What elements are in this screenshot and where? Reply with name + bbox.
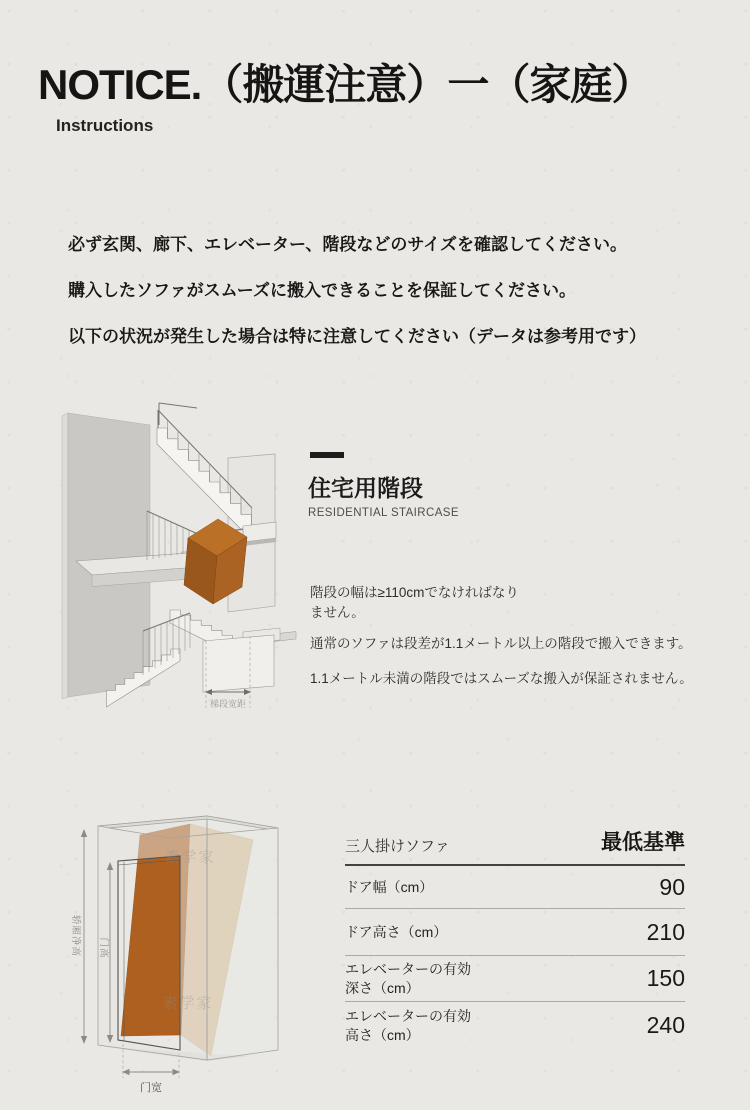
row-value: 240: [646, 1012, 685, 1038]
staircase-note: 1.1メートル未満の階段ではスムーズな搬入が保証されません。: [310, 670, 693, 686]
staircase-wall: [62, 413, 150, 699]
staircase-heading: 住宅用階段: [308, 475, 423, 501]
staircase-subheading: RESIDENTIAL STAIRCASE: [308, 507, 459, 519]
staircase-notes: [310, 583, 730, 688]
spec-table-header: [345, 826, 685, 866]
staircase-section-header: [308, 452, 728, 519]
watermark: 素学家: [162, 995, 214, 1012]
row-label: エレベーターの有効深さ（cm）: [345, 961, 471, 996]
table-row: [345, 909, 685, 956]
row-value: 150: [646, 965, 685, 991]
page-subtitle: Instructions: [56, 116, 154, 135]
spec-table-item-header: 三人掛けソファ: [345, 838, 450, 855]
table-row: [345, 956, 685, 1002]
table-row: [345, 866, 685, 909]
cabin-height-dimension: [70, 829, 87, 1044]
row-label: ドア幅（cm）: [345, 878, 434, 895]
door-width-label: 门宽: [140, 1082, 162, 1094]
spec-table-standard-header: 最低基準: [601, 831, 685, 854]
staircase-upper-landing: [243, 522, 276, 546]
intro-paragraphs: [68, 234, 728, 372]
row-label: ドア高さ（cm）: [345, 923, 448, 940]
elevator-right-wall: [207, 816, 278, 1060]
cabin-height-label: 轿厢净高: [70, 914, 81, 958]
intro-line: 購入したソファがスムーズに搬入できることを保証してください。: [68, 281, 576, 301]
intro-line: 以下の状況が発生した場合は特に注意してください（データは参考用です）: [68, 327, 646, 347]
door-height-label: 门高: [98, 937, 109, 959]
table-row: [345, 1002, 685, 1049]
spec-table: [345, 826, 685, 1049]
row-value: 210: [646, 918, 685, 945]
elevator-diagram: [40, 788, 320, 1110]
staircase-note: 通常のソファは段差が1.1メートル以上の階段で搬入できます。: [310, 636, 692, 652]
row-value: 90: [659, 873, 685, 900]
staircase-dimension-label: 梯段宽距: [209, 699, 247, 709]
section-dash: [310, 452, 344, 458]
staircase-diagram: [40, 398, 300, 730]
watermark: 素学家: [164, 849, 216, 866]
row-label: エレベーターの有効高さ（cm）: [345, 1008, 471, 1043]
page-title: NOTICE.（搬運注意）一（家庭）: [38, 61, 653, 108]
staircase-note: 階段の幅は≥110cmでなければなりません。: [310, 585, 519, 620]
intro-line: 必ず玄関、廊下、エレベーター、階段などのサイズを確認してください。: [68, 235, 627, 254]
